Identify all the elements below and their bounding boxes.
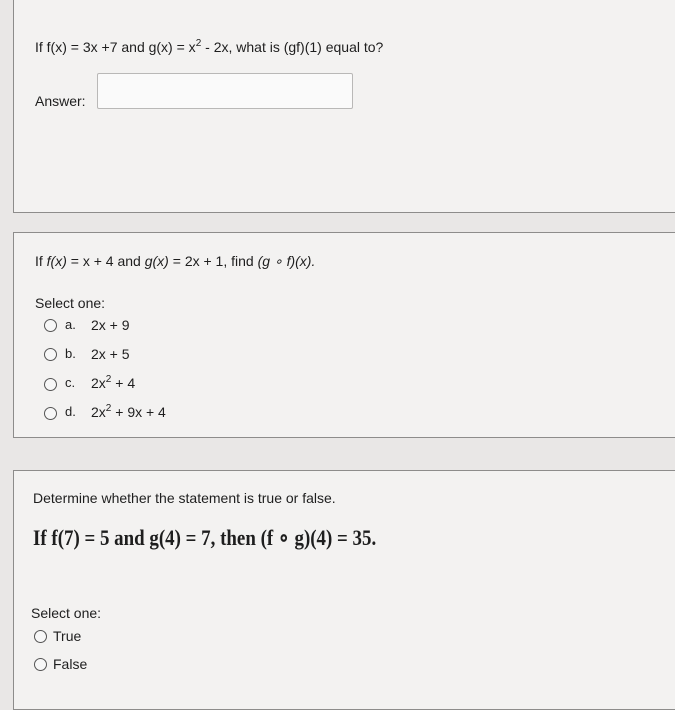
answer-label: Answer: — [35, 93, 86, 109]
question-1-text-part: - 2x, what is (gf)(1) equal to? — [201, 39, 384, 55]
option-true-label: True — [53, 628, 82, 644]
select-one-label: Select one: — [35, 295, 106, 311]
option-d-text — [91, 404, 166, 420]
question-2-text — [35, 253, 315, 270]
question-card-3 — [13, 470, 675, 710]
option-text-part: + 4 — [111, 375, 136, 391]
option-text-part: 2x — [91, 375, 106, 391]
select-one-label: Select one: — [31, 605, 102, 621]
option-c-text — [91, 375, 135, 391]
option-false-label: False — [53, 656, 88, 672]
radio-option-d[interactable] — [44, 407, 57, 420]
question-1-text — [35, 39, 383, 55]
question-2-text-part: If — [35, 253, 47, 269]
question-card-1 — [13, 0, 675, 213]
option-b-text — [91, 346, 130, 362]
question-2-text-part: = 2x + 1, find — [168, 253, 258, 269]
question-card-2 — [13, 232, 675, 438]
option-a-text — [91, 317, 130, 333]
question-2-f-of-x: f(x) — [46, 253, 67, 269]
option-superscript: 2 — [105, 374, 112, 385]
radio-option-true[interactable] — [34, 630, 47, 643]
option-text-part: 2x + 9 — [91, 317, 130, 333]
option-text-part: 2x — [91, 404, 106, 420]
answer-input[interactable] — [97, 73, 353, 109]
radio-option-c[interactable] — [44, 378, 57, 391]
option-letter: a. — [65, 317, 76, 332]
question-3-statement: If f(7) = 5 and g(4) = 7, then (f ∘ g)(4) = 35. — [33, 525, 377, 550]
question-1-text-part: If f(x) = 3x +7 and g(x) = x — [35, 39, 196, 55]
question-2-g-of-x: g(x) — [144, 253, 169, 269]
option-letter: d. — [65, 404, 76, 419]
radio-option-b[interactable] — [44, 348, 57, 361]
option-superscript: 2 — [105, 403, 112, 414]
radio-option-false[interactable] — [34, 658, 47, 671]
question-2-composition: (g ∘ f)(x). — [257, 253, 316, 269]
radio-option-a[interactable] — [44, 319, 57, 332]
option-text-part: + 9x + 4 — [111, 404, 166, 420]
question-1-superscript: 2 — [195, 38, 202, 49]
option-letter: c. — [65, 375, 76, 390]
question-2-text-part: = x + 4 and — [66, 253, 145, 269]
option-text-part: 2x + 5 — [91, 346, 130, 362]
question-3-instruction: Determine whether the statement is true or false. — [33, 490, 336, 506]
option-letter: b. — [65, 346, 76, 361]
